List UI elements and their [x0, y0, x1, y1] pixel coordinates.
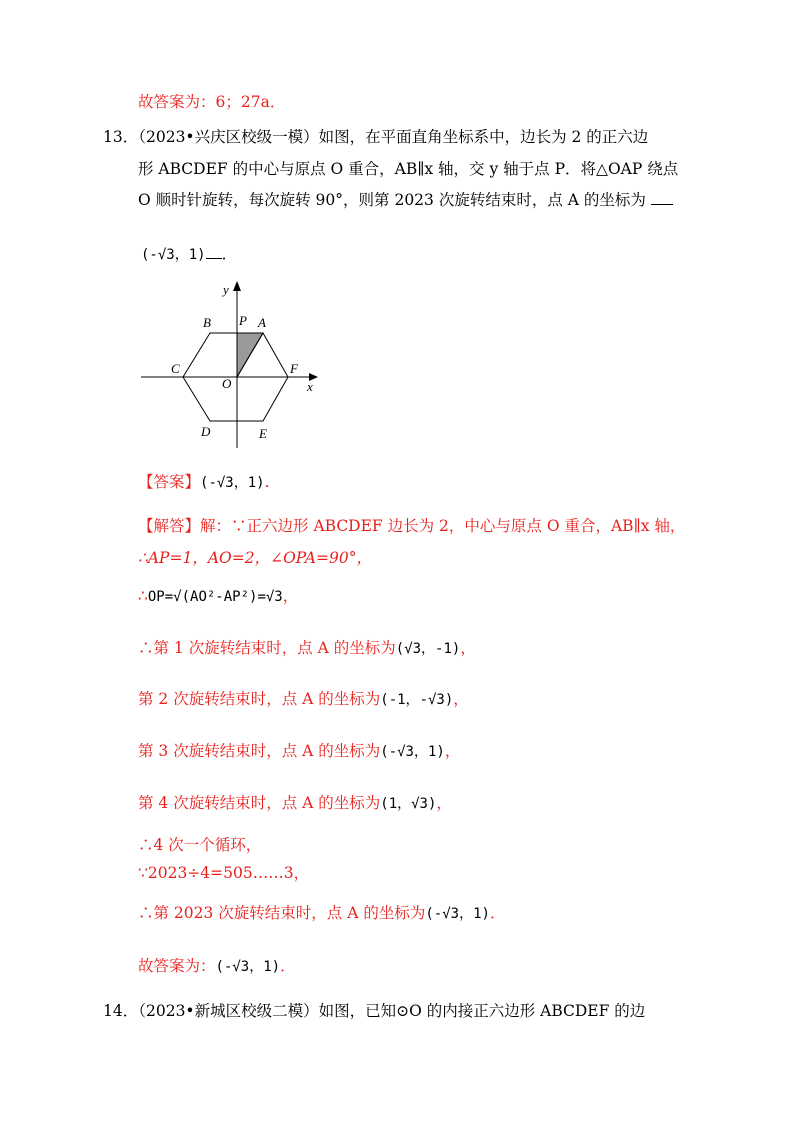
question-number: 13． — [103, 128, 139, 146]
question-text: 如图，已知⊙O 的内接正六边形 ABCDEF 的边 — [318, 1002, 646, 1020]
cycle-line: ∴4 次一个循环， — [138, 836, 262, 854]
answer-tag: 【答案】 — [138, 473, 201, 491]
label-e: E — [259, 426, 267, 441]
final-coordinate: (-√3，1) — [425, 906, 490, 922]
step-text: 第 4 次旋转结束时，点 A 的坐标为 — [138, 794, 381, 812]
question-13-line-2: 形 ABCDEF 的中心与原点 O 重合，AB∥x 轴，交 y 轴于点 P．将△OAP 绕点 — [138, 160, 679, 178]
label-y: y — [223, 282, 229, 297]
y-axis-arrow — [233, 281, 241, 291]
answer-blank — [651, 190, 673, 205]
step-end: ． — [489, 904, 506, 922]
step-coordinate: (-√3，1) — [380, 744, 445, 760]
step-coordinate: (√3，-1) — [395, 641, 461, 657]
conclusion-coordinate: (-√3，1) — [215, 959, 281, 975]
op-formula: OP=√(AO²-AP²)=√3 — [147, 589, 283, 605]
step-end: ， — [444, 742, 461, 760]
label-a: A — [258, 315, 266, 330]
label-d: D — [201, 424, 211, 439]
solution-tag: 【解答】 — [138, 517, 201, 535]
question-13-line-1 — [103, 126, 648, 148]
solution-line-1 — [138, 515, 685, 537]
rotation-step-3 — [138, 740, 460, 763]
step-coordinate: (1，√3) — [380, 796, 437, 812]
division-line: ∵2023÷4=505……3， — [138, 864, 310, 882]
step-end: ， — [453, 690, 469, 708]
step-end: ， — [460, 639, 476, 657]
rotation-step-2 — [138, 688, 469, 711]
question-13-line-3 — [138, 189, 673, 211]
question-source: （2023•新城区校级二模） — [138, 1002, 319, 1020]
conclusion-end: ． — [280, 957, 296, 975]
answer-blank-end — [206, 244, 222, 259]
period: ． — [221, 245, 238, 263]
step-text: ∴第 1 次旋转结束时，点 A 的坐标为 — [138, 639, 396, 657]
label-o: O — [222, 376, 232, 391]
step-text: 第 3 次旋转结束时，点 A 的坐标为 — [138, 742, 381, 760]
solution-text: 解：∵正六边形 ABCDEF 边长为 2，中心与原点 O 重合，AB∥x 轴， — [200, 517, 686, 535]
blank-answer-line — [141, 243, 237, 266]
question-text: O 顺时针旋转，每次旋转 90°，则第 2023 次旋转结束时，点 A 的坐标为 — [138, 191, 646, 209]
step-end: ， — [436, 794, 452, 812]
final-step — [138, 902, 505, 925]
question-text: 如图，在平面直角坐标系中，边长为 2 的正六边 — [318, 128, 649, 146]
label-p: P — [239, 313, 247, 328]
question-number: 14． — [103, 1002, 139, 1020]
answer-value: (-√3，1) — [200, 475, 265, 491]
rotation-step-4 — [138, 792, 452, 815]
step-text: ∴第 2023 次旋转结束时，点 A 的坐标为 — [138, 904, 426, 922]
step-text: 第 2 次旋转结束时，点 A 的坐标为 — [138, 690, 381, 708]
label-f: F — [290, 361, 298, 376]
blank-answer: (-√3，1) — [141, 247, 206, 263]
line-end: ， — [282, 587, 299, 605]
question-14-line-1 — [103, 1000, 645, 1022]
previous-answer: 故答案为：6；27a． — [138, 93, 286, 111]
solution-line-3 — [138, 585, 298, 608]
hexagon-figure — [135, 278, 335, 453]
question-source: （2023•兴庆区校级一模） — [138, 128, 319, 146]
therefore-symbol: ∴ — [138, 587, 148, 605]
answer-line — [138, 471, 270, 494]
label-b: B — [203, 315, 211, 330]
answer-end: . — [264, 473, 270, 491]
solution-line-2: ∴AP=1，AO=2，∠OPA=90°， — [138, 549, 372, 567]
rotation-step-1 — [138, 637, 476, 660]
label-c: C — [171, 361, 180, 376]
step-coordinate: (-1，-√3) — [380, 692, 454, 708]
conclusion-text: 故答案为： — [138, 957, 216, 975]
label-x: x — [307, 379, 313, 394]
conclusion-line — [138, 955, 296, 978]
